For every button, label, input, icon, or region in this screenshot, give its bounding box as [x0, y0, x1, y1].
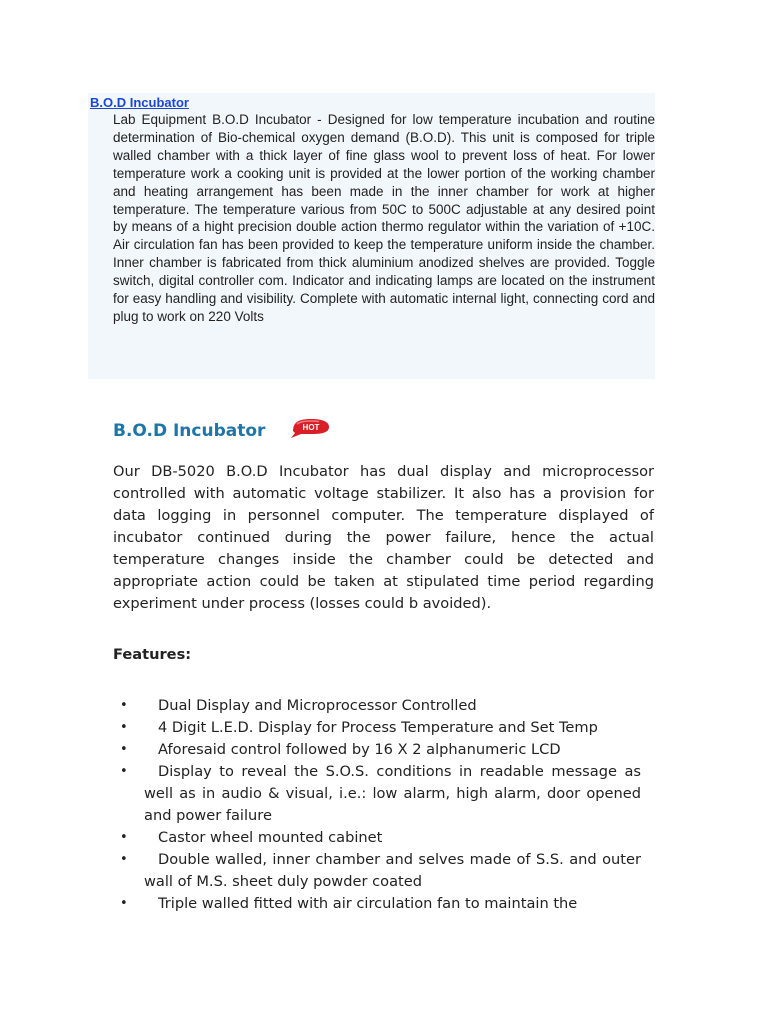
product-intro: Our DB-5020 B.O.D Incubator has dual display and microprocessor controlled with automatic voltage stabilizer. It also has a provision for data logging in personnel computer. The temperature displayed of incubator continued during the power failure, hence the actual temperature changes inside the chamber could be detected and appropriate action could be taken at stipulated time period regarding experiment under process (losses could b avoided).: [113, 463, 654, 612]
features-label: Features:: [113, 646, 192, 663]
list-item: • Aforesaid control followed by 16 X 2 alphanumeric LCD: [113, 739, 641, 761]
bullet-icon: •: [120, 698, 128, 713]
bullet-icon: •: [120, 852, 128, 867]
list-item: • Triple walled fitted with air circulation fan to maintain the: [113, 893, 641, 915]
bullet-icon: •: [120, 742, 128, 757]
bullet-icon: •: [120, 720, 128, 735]
hot-badge-label: HOT: [302, 423, 320, 432]
top-description-text: Lab Equipment B.O.D Incubator - Designed for low temperature incubation and routine determination of Bio-chemical oxygen demand (B.O.D). This unit is composed for triple walled chamber with a thick layer of fine glass wool to prevent loss of heat. For lower temperature work a cooking unit is provided at the lower portion of the working chamber and heating arrangement has been made in the inner chamber for work at higher temperature. The temperature various from 50C to 500C adjustable at any desired point by means of a hight precision double action thermo regulator within the variation of +10C. Air circulation fan has been provided to keep the temperature uniform inside the chamber. Inner chamber is fabricated from thick aluminium anodized shelves are provided. Toggle switch, digital controller com. Indicator and indicating lamps are located on the instrument for easy handling and visibility. Complete with automatic internal light, connecting cord and plug to work on 220 Volts: [113, 112, 655, 324]
list-item: • Display to reveal the S.O.S. conditions in readable message as well as in audio & visual, i.e.: low alarm, high alarm, door opened and power failure: [120, 763, 641, 824]
list-item: • 4 Digit L.E.D. Display for Process Temperature and Set Temp: [113, 717, 641, 739]
list-item: • Double walled, inner chamber and selves made of S.S. and outer wall of M.S. sheet duly powder coated: [120, 851, 641, 890]
features-list: [113, 695, 641, 915]
bullet-icon: •: [120, 896, 128, 911]
bullet-icon: •: [120, 764, 128, 779]
product-heading-row: [113, 417, 373, 445]
bullet-icon: •: [120, 830, 128, 845]
list-item: • Castor wheel mounted cabinet: [113, 827, 641, 849]
list-item: • Dual Display and Microprocessor Controlled: [113, 695, 641, 717]
bod-incubator-link[interactable]: B.O.D Incubator: [90, 95, 189, 110]
product-heading: B.O.D Incubator: [113, 421, 266, 441]
top-description-block: [88, 93, 655, 379]
hot-badge-icon: [289, 417, 331, 439]
